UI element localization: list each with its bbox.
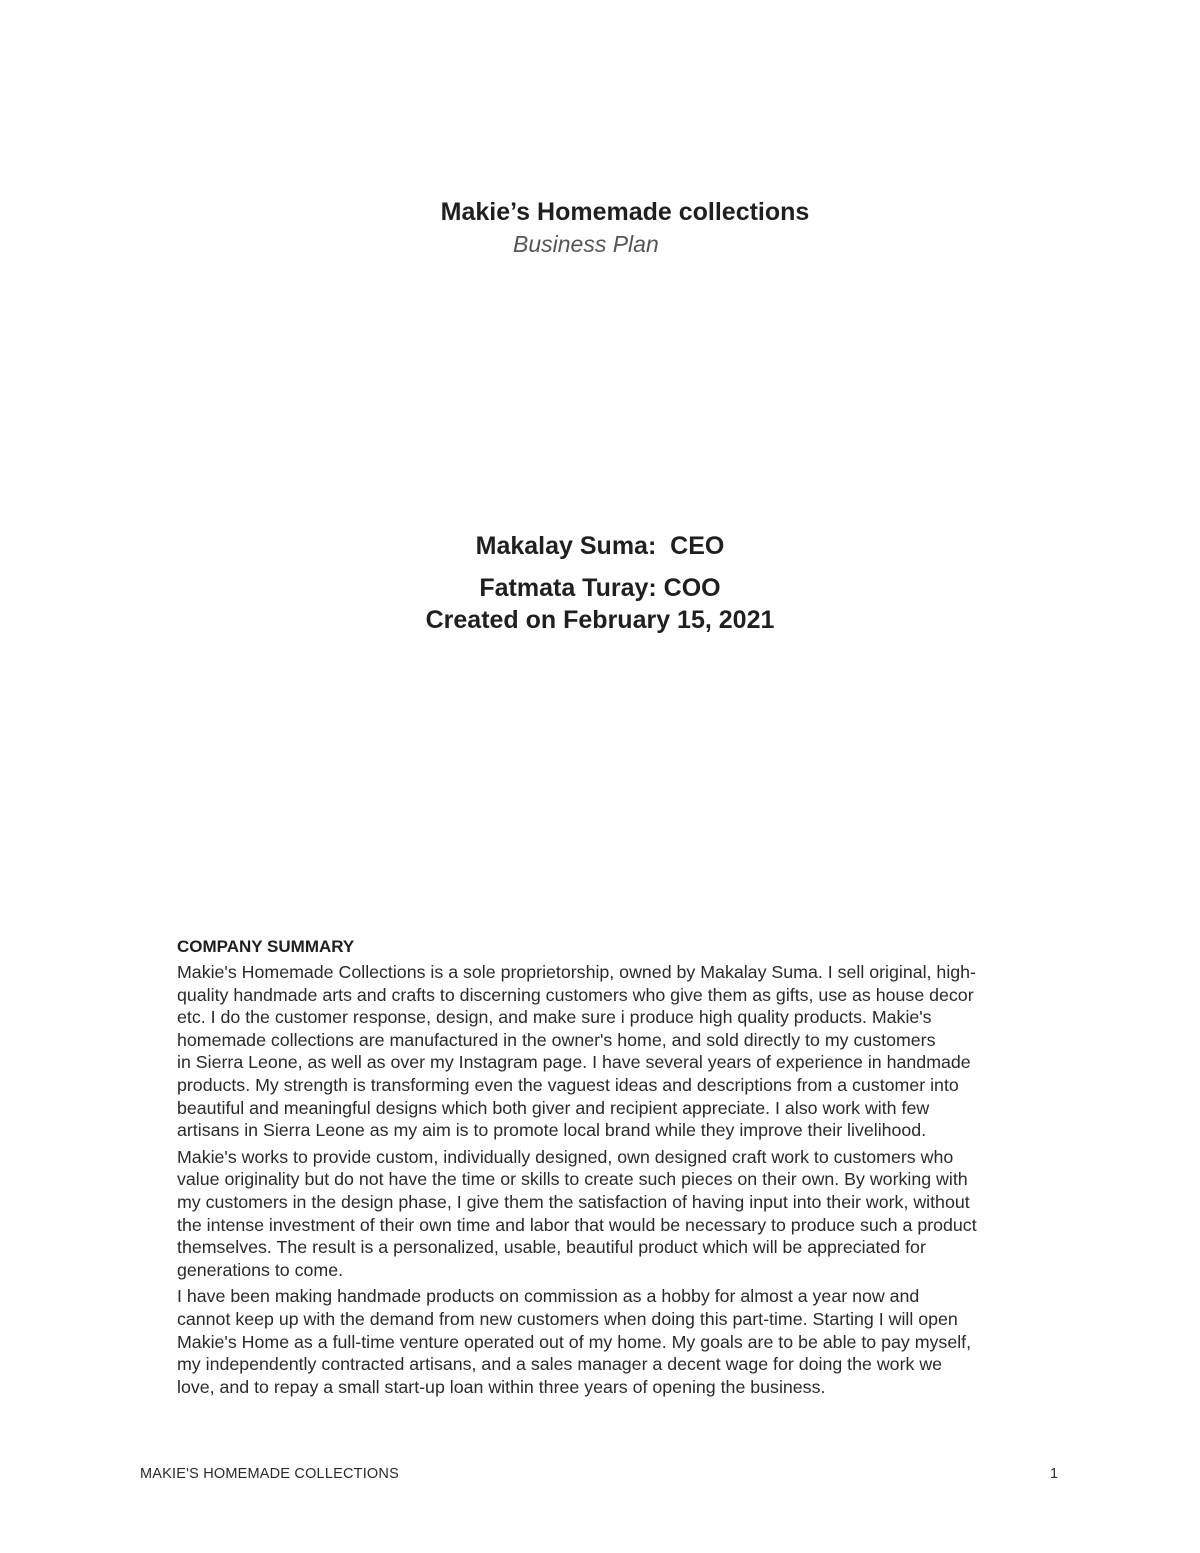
paragraph-line: quality handmade arts and crafts to discerning customers who give them as gifts, use as house decor	[177, 984, 974, 1005]
paragraph-line: themselves. The result is a personalized, usable, beautiful product which will be appreciated for	[177, 1237, 926, 1258]
paragraph-line: cannot keep up with the demand from new customers when doing this part-time. Starting I will open	[177, 1308, 958, 1329]
paragraph-line: the intense investment of their own time and labor that would be necessary to produce such a product	[177, 1214, 977, 1235]
summary-paragraph-2	[177, 1146, 1067, 1282]
created-date: Created on February 15, 2021	[425, 606, 775, 634]
paragraph-line: Makie's Home as a full-time venture operated out of my home. My goals are to be able to pay myself,	[177, 1331, 972, 1352]
paragraph-line: beautiful and meaningful designs which both giver and recipient appreciate. I also work with few	[177, 1097, 930, 1118]
paragraph-line: Makie's Homemade Collections is a sole proprietorship, owned by Makalay Suma. I sell original, high-	[177, 962, 976, 982]
summary-paragraph-3	[177, 1285, 1067, 1398]
section-heading: COMPANY SUMMARY	[177, 937, 355, 956]
paragraph-line: homemade collections are manufactured in the owner's home, and sold directly to my customers	[177, 1029, 936, 1050]
paragraph-line: value originality but do not have the time or skills to create such pieces on their own. By working with	[177, 1169, 968, 1190]
paragraph-line: products. My strength is transforming even the vaguest ideas and descriptions from a customer into	[177, 1074, 959, 1095]
coo-line: Fatmata Turay: COO	[479, 574, 721, 602]
paragraph-line: in Sierra Leone, as well as over my Instagram page. I have several years of experience in handmade	[177, 1052, 971, 1073]
document-subtitle: Business Plan	[513, 231, 659, 257]
document-title: Makie’s Homemade collections	[440, 198, 810, 226]
summary-paragraph-1	[177, 961, 1067, 1142]
paragraph-line: my independently contracted artisans, and a sales manager a decent wage for doing the work we	[177, 1354, 943, 1375]
paragraph-line: etc. I do the customer response, design, and make sure i produce high quality products. Makie's	[177, 1007, 932, 1028]
paragraph-line: artisans in Sierra Leone as my aim is to promote local brand while they improve their livelihood.	[177, 1120, 927, 1141]
paragraph-line: Makie's works to provide custom, individually designed, own designed craft work to customers who	[177, 1146, 954, 1167]
company-summary-section	[177, 935, 1067, 1402]
ceo-line: Makalay Suma: CEO	[475, 532, 725, 560]
page-number: 1	[1050, 1466, 1059, 1482]
paragraph-line: love, and to repay a small start-up loan within three years of opening the business.	[177, 1376, 826, 1397]
paragraph-line: my customers in the design phase, I give them the satisfaction of having input into their work, without	[177, 1191, 970, 1212]
paragraph-line: generations to come.	[177, 1259, 344, 1280]
paragraph-line: I have been making handmade products on commission as a hobby for almost a year now and	[177, 1286, 920, 1307]
running-head: MAKIE'S HOMEMADE COLLECTIONS	[140, 1466, 399, 1482]
